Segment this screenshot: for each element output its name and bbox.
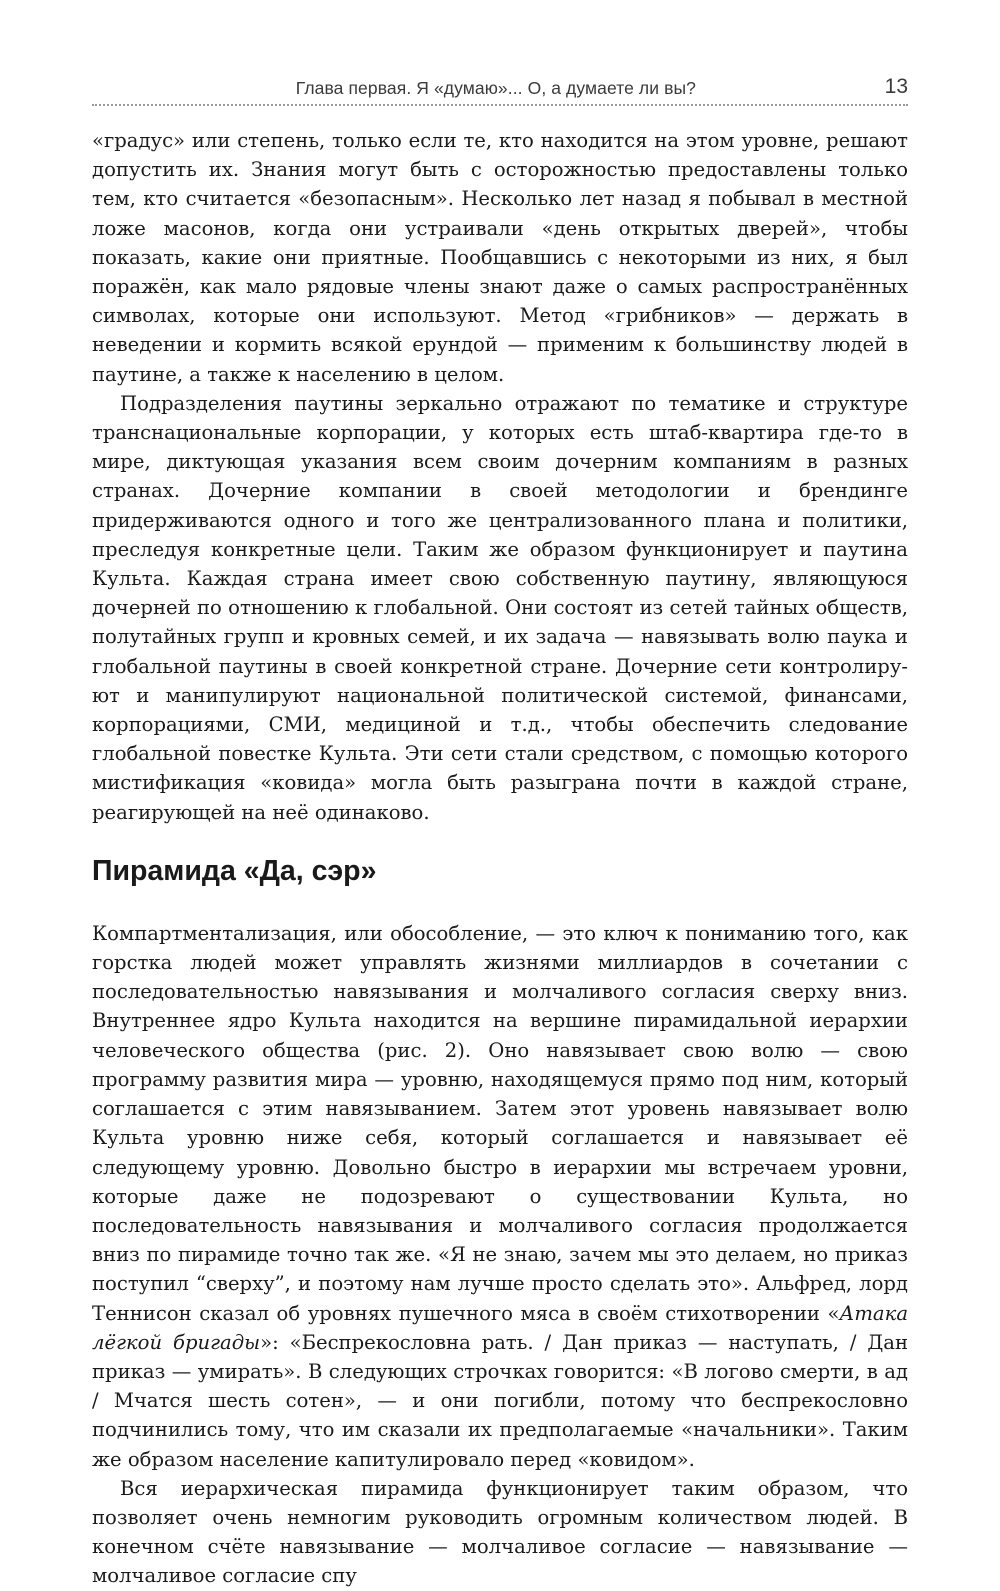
header-divider — [92, 104, 908, 106]
running-header — [92, 72, 908, 104]
paragraph-subdivisions: Подразделения паутины зеркально отражают по тематике и структуре транснациональные корпорации, у которых есть штаб-квартира где-то в мире, диктующая указания всем своим дочерним компаниям в разных странах. Дочерние компании в своей методологии и брендинге придерживаются одного и того же централизованного плана и политики, преследуя конкретные цели. Таким же образом функционирует и паутина Культа. Каждая страна имеет свою собственную паутину, являющуюся дочерней по отношению к глобальной. Они состоят из сетей тайных обществ, полутайных групп и кровных семей, и их задача — навязывать волю паука и глобальной паутины в своей конкретной стране. Дочерние сети контролируют и манипулируют национальной политической системой, финансами, корпорациями, СМИ, медициной и т.д., чтобы обеспечить следование глобальной повестке Культа. Эти сети стали средством, с помощью которого мистификация «ковида» могла быть разыграна почти в каждой стране, реагирующей на неё одинаково. — [92, 391, 908, 824]
page-number: 13 — [884, 75, 908, 98]
paragraph-compartmentalization — [92, 919, 908, 1474]
paragraph-hierarchy: Вся иерархическая пирамида функционирует таким образом, что позволяет очень немногим руководить огромным количеством людей. В конечном счёте навязывание — молчаливое согласие — навязывание — молчаливое согласие спу — [92, 1476, 908, 1588]
paragraph-text-part: Компартментализация, или обособление, — это ключ к пониманию того, как горстка людей может управлять жизнями миллиардов в сочетании с последовательностью навязывания и молчаливого согласия сверху вниз. Внутреннее ядро Культа находится на вершине пирамидальной иерархии человеческого общества (рис. 2). Оно навязывает свою волю — свою программу развития мира — уровню, находящемуся прямо под ним, который соглашается с этим навязыванием. Затем этот уровень навязывает волю Культа уровню ниже себя, который соглашается и навязывает её следующему уровню. Довольно быстро в иерархии мы встречаем уровни, которые даже не подозревают о существовании Культа, но последовательность навязывания и молчаливого согласия продолжается вниз по пирамиде точно так же. «Я не знаю, зачем мы это делаем, но приказ поступил “сверху”, и поэтому нам лучше просто сделать это». Альфред, лорд Теннисон сказал об уровнях пушечного мяса в своём стихотворении « — [92, 921, 908, 1325]
book-page — [92, 72, 908, 1591]
running-title: Глава первая. Я «думаю»... О, а думаете ли вы? — [295, 78, 696, 98]
poem-title: Атака лёгкой бригады — [92, 1301, 908, 1354]
body-text — [92, 126, 908, 1591]
section-heading: Пирамида «Да, сэр» — [92, 854, 377, 887]
paragraph-continued: «градус» или степень, только если те, кто находится на этом уровне, решают допустить их. Знания могут быть с осторожностью предоставлены только тем, кто считается «безопасным». Несколько лет назад я побывал в местной ложе масонов, когда они устраивали «день открытых дверей», чтобы показать, какие они приятные. Пообщавшись с некоторыми из них, я был поражён, как мало рядовые члены знают даже о самых распространённых символах, которые они используют. Метод «грибников» — держать в неведении и кормить всякой ерундой — применим к большинству людей в паутине, а также к населению в целом. — [92, 129, 908, 386]
paragraph-text-part: »: «Беспрекословна рать. / Дан приказ — наступать, / Дан приказ — умирать». В следующих строчках говорится: «В логово смерти, в ад / Мчатся шесть сотен», — и они погибли, потому что беспрекословно подчинились тому, что им сказали их предполагаемые «начальники». Таким же образом население капитулировало перед «ковидом». — [92, 1330, 908, 1471]
